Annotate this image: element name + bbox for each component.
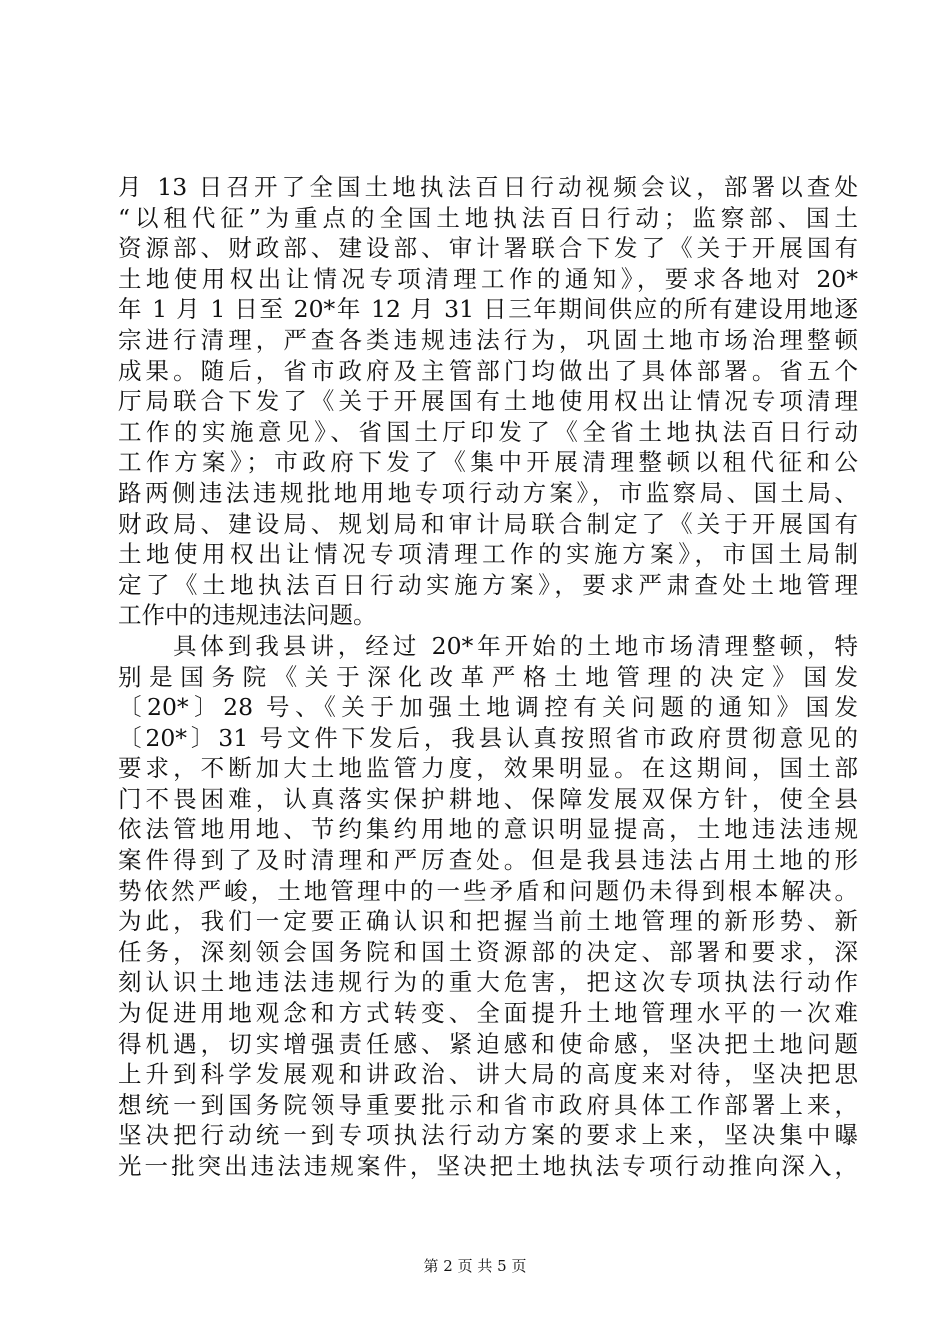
text-line: 具体到我县讲，经过 20*年开始的土地市场清理整顿，特 bbox=[118, 631, 858, 660]
text-line: 别是国务院《关于深化改革严格土地管理的决定》国发 bbox=[118, 662, 858, 691]
text-line: 势依然严峻，土地管理中的一些矛盾和问题仍未得到根本解决。 bbox=[118, 876, 858, 905]
text-line: 土地使用权出让情况专项清理工作的通知》，要求各地对 20* bbox=[118, 264, 858, 293]
text-line: 工作方案》；市政府下发了《集中开展清理整顿以租代征和公 bbox=[118, 448, 858, 477]
text-line: 案件得到了及时清理和严厉查处。但是我县违法占用土地的形 bbox=[118, 846, 858, 875]
text-line: 〔20*〕31 号文件下发后，我县认真按照省市政府贯彻意见的 bbox=[118, 723, 858, 752]
text-line: 定了《土地执法百日行动实施方案》，要求严肃查处土地管理 bbox=[118, 570, 858, 599]
text-line: 土地使用权出让情况专项清理工作的实施方案》，市国土局制 bbox=[118, 540, 858, 569]
text-line: 为此，我们一定要正确认识和把握当前土地管理的新形势、新 bbox=[118, 907, 858, 936]
text-line: 依法管地用地、节约集约用地的意识明显提高，土地违法违规 bbox=[118, 815, 858, 844]
text-line: 工作中的违规违法问题。 bbox=[118, 601, 377, 630]
text-line: 想统一到国务院领导重要批示和省市政府具体工作部署上来， bbox=[118, 1090, 858, 1119]
text-line: 路两侧违法违规批地用地专项行动方案》，市监察局、国土局、 bbox=[118, 478, 858, 507]
text-line: 〔20*〕28 号、《关于加强土地调控有关问题的通知》国发 bbox=[118, 693, 858, 722]
document-body bbox=[118, 172, 858, 1182]
text-line: 财政局、建设局、规划局和审计局联合制定了《关于开展国有 bbox=[118, 509, 858, 538]
text-line: 宗进行清理，严查各类违规违法行为，巩固土地市场治理整顿 bbox=[118, 325, 858, 354]
text-line: 门不畏困难，认真落实保护耕地、保障发展双保方针，使全县 bbox=[118, 784, 858, 813]
text-line: 厅局联合下发了《关于开展国有土地使用权出让情况专项清理 bbox=[118, 387, 858, 416]
text-line: 上升到科学发展观和讲政治、讲大局的高度来对待，坚决把思 bbox=[118, 1060, 858, 1089]
text-line: “以租代征”为重点的全国土地执法百日行动；监察部、国土 bbox=[118, 203, 858, 232]
text-line: 光一批突出违法违规案件，坚决把土地执法专项行动推向深入， bbox=[118, 1152, 858, 1180]
text-line: 刻认识土地违法违规行为的重大危害，把这次专项执法行动作 bbox=[118, 968, 858, 997]
text-line: 坚决把行动统一到专项执法行动方案的要求上来，坚决集中曝 bbox=[118, 1121, 858, 1150]
text-line: 任务，深刻领会国务院和国土资源部的决定、部署和要求，深 bbox=[118, 937, 858, 966]
text-line: 为促进用地观念和方式转变、全面提升土地管理水平的一次难 bbox=[118, 999, 858, 1028]
text-line: 资源部、财政部、建设部、审计署联合下发了《关于开展国有 bbox=[118, 234, 858, 263]
text-line: 得机遇，切实增强责任感、紧迫感和使命感，坚决把土地问题 bbox=[118, 1029, 858, 1058]
text-line: 年 1 月 1 日至 20*年 12 月 31 日三年期间供应的所有建设用地逐 bbox=[118, 295, 858, 324]
text-line: 月 13 日召开了全国土地执法百日行动视频会议，部署以查处 bbox=[118, 173, 858, 201]
text-line: 工作的实施意见》、省国土厅印发了《全省土地执法百日行动 bbox=[118, 417, 858, 446]
text-line: 要求，不断加大土地监管力度，效果明显。在这期间，国土部 bbox=[118, 754, 858, 783]
text-line: 成果。随后，省市政府及主管部门均做出了具体部署。省五个 bbox=[118, 356, 858, 385]
page-footer: 第 2 页 共 5 页 bbox=[423, 1257, 527, 1275]
